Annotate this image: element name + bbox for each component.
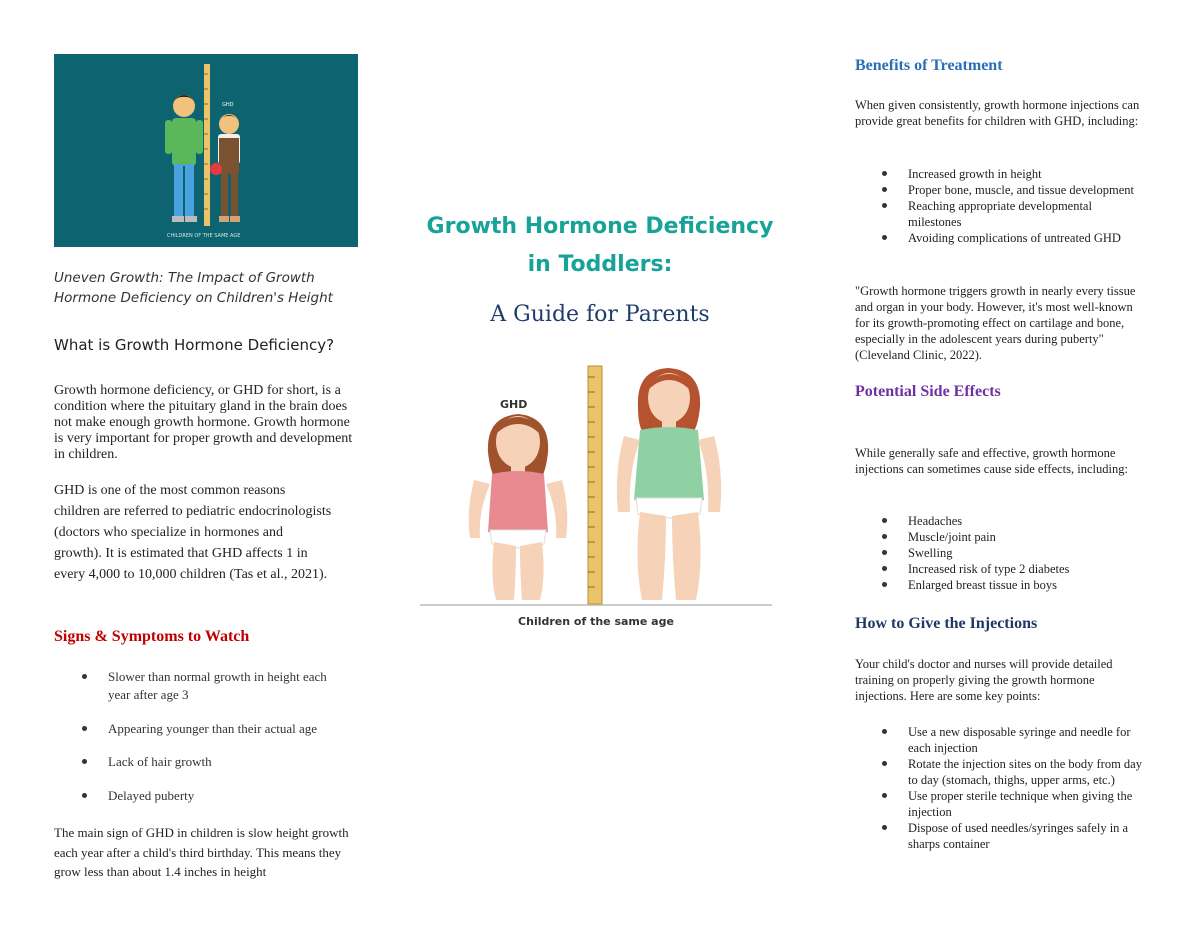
injections-heading: How to Give the Injections xyxy=(855,615,1038,632)
signs-symptoms-list xyxy=(80,668,340,821)
two-boys-height-illustration xyxy=(54,54,358,247)
brochure-subtitle: A Guide for Parents xyxy=(490,302,710,327)
list-item: Use a new disposable syringe and needle for each injection xyxy=(882,724,1144,756)
list-item: Dispose of used needles/syringes safely in a sharps container xyxy=(882,820,1144,852)
benefits-list xyxy=(882,166,1144,246)
signs-symptoms-heading: Signs & Symptoms to Watch xyxy=(54,628,250,645)
list-item: Use proper sterile technique when giving the injection xyxy=(882,788,1144,820)
list-item: Headaches xyxy=(882,513,1144,529)
children-comparison-figure xyxy=(418,362,774,632)
list-item: Reaching appropriate developmental milestones xyxy=(882,198,1144,230)
image-caption: Uneven Growth: The Impact of Growth Hormone Deficiency on Children's Height xyxy=(54,270,333,306)
list-item: Slower than normal growth in height each year after age 3 xyxy=(80,668,340,704)
figure-ghd-label: GHD xyxy=(500,398,528,411)
main-sign-paragraph: The main sign of GHD in children is slow height growth each year after a child's third birthday. This means they grow less than about 1.4 inches in height xyxy=(54,825,349,879)
injections-list xyxy=(882,724,1144,852)
list-item: Lack of hair growth xyxy=(80,753,340,771)
hero-illustration xyxy=(54,54,358,247)
what-is-ghd-paragraph-1: Growth hormone deficiency, or GHD for short, is a condition where the pituitary gland in the brain does not make enough growth hormone. Growth hormone is very important for proper growth and development in children. xyxy=(54,383,353,462)
list-item: Appearing younger than their actual age xyxy=(80,720,340,738)
list-item: Muscle/joint pain xyxy=(882,529,1144,545)
list-item: Rotate the injection sites on the body from day to day (stomach, thighs, upper arms, etc.) xyxy=(882,756,1144,788)
list-item: Increased risk of type 2 diabetes xyxy=(882,561,1144,577)
hero-ghd-label: GHD xyxy=(222,102,234,108)
side-effects-list xyxy=(882,513,1144,593)
side-effects-heading: Potential Side Effects xyxy=(855,383,1001,400)
list-item: Avoiding complications of untreated GHD xyxy=(882,230,1144,246)
figure-caption: Children of the same age xyxy=(518,615,674,628)
cleveland-clinic-quote: "Growth hormone triggers growth in nearly every tissue and organ in your body. However, it's most well-known for its growth-promoting effect on cartilage and bone, especially in the adolescent years during puberty" (Cleveland Clinic, 2022). xyxy=(855,284,1136,362)
list-item: Swelling xyxy=(882,545,1144,561)
brochure-title: Growth Hormone Deficiency in Toddlers: xyxy=(426,214,774,277)
benefits-intro: When given consistently, growth hormone injections can provide great benefits for children with GHD, including: xyxy=(855,98,1140,128)
injections-intro: Your child's doctor and nurses will provide detailed training on properly giving the growth hormone injections. Here are some key points: xyxy=(855,657,1113,703)
what-is-ghd-paragraph-2: GHD is one of the most common reasons children are referred to pediatric endocrinologists (doctors who specialize in hormones and growth). It is estimated that GHD affects 1 in every 4,000 to 10,000 children (Tas et al., 2021). xyxy=(54,483,332,582)
side-effects-intro: While generally safe and effective, growth hormone injections can sometimes cause side effects, including: xyxy=(855,446,1128,476)
list-item: Enlarged breast tissue in boys xyxy=(882,577,1144,593)
list-item: Delayed puberty xyxy=(80,787,340,805)
girls-height-comparison-illustration xyxy=(418,362,774,632)
benefits-heading: Benefits of Treatment xyxy=(855,57,1003,74)
list-item: Proper bone, muscle, and tissue development xyxy=(882,182,1144,198)
hero-caption-text: CHILDREN OF THE SAME AGE xyxy=(167,233,241,239)
list-item: Increased growth in height xyxy=(882,166,1144,182)
what-is-ghd-heading: What is Growth Hormone Deficiency? xyxy=(54,336,335,354)
